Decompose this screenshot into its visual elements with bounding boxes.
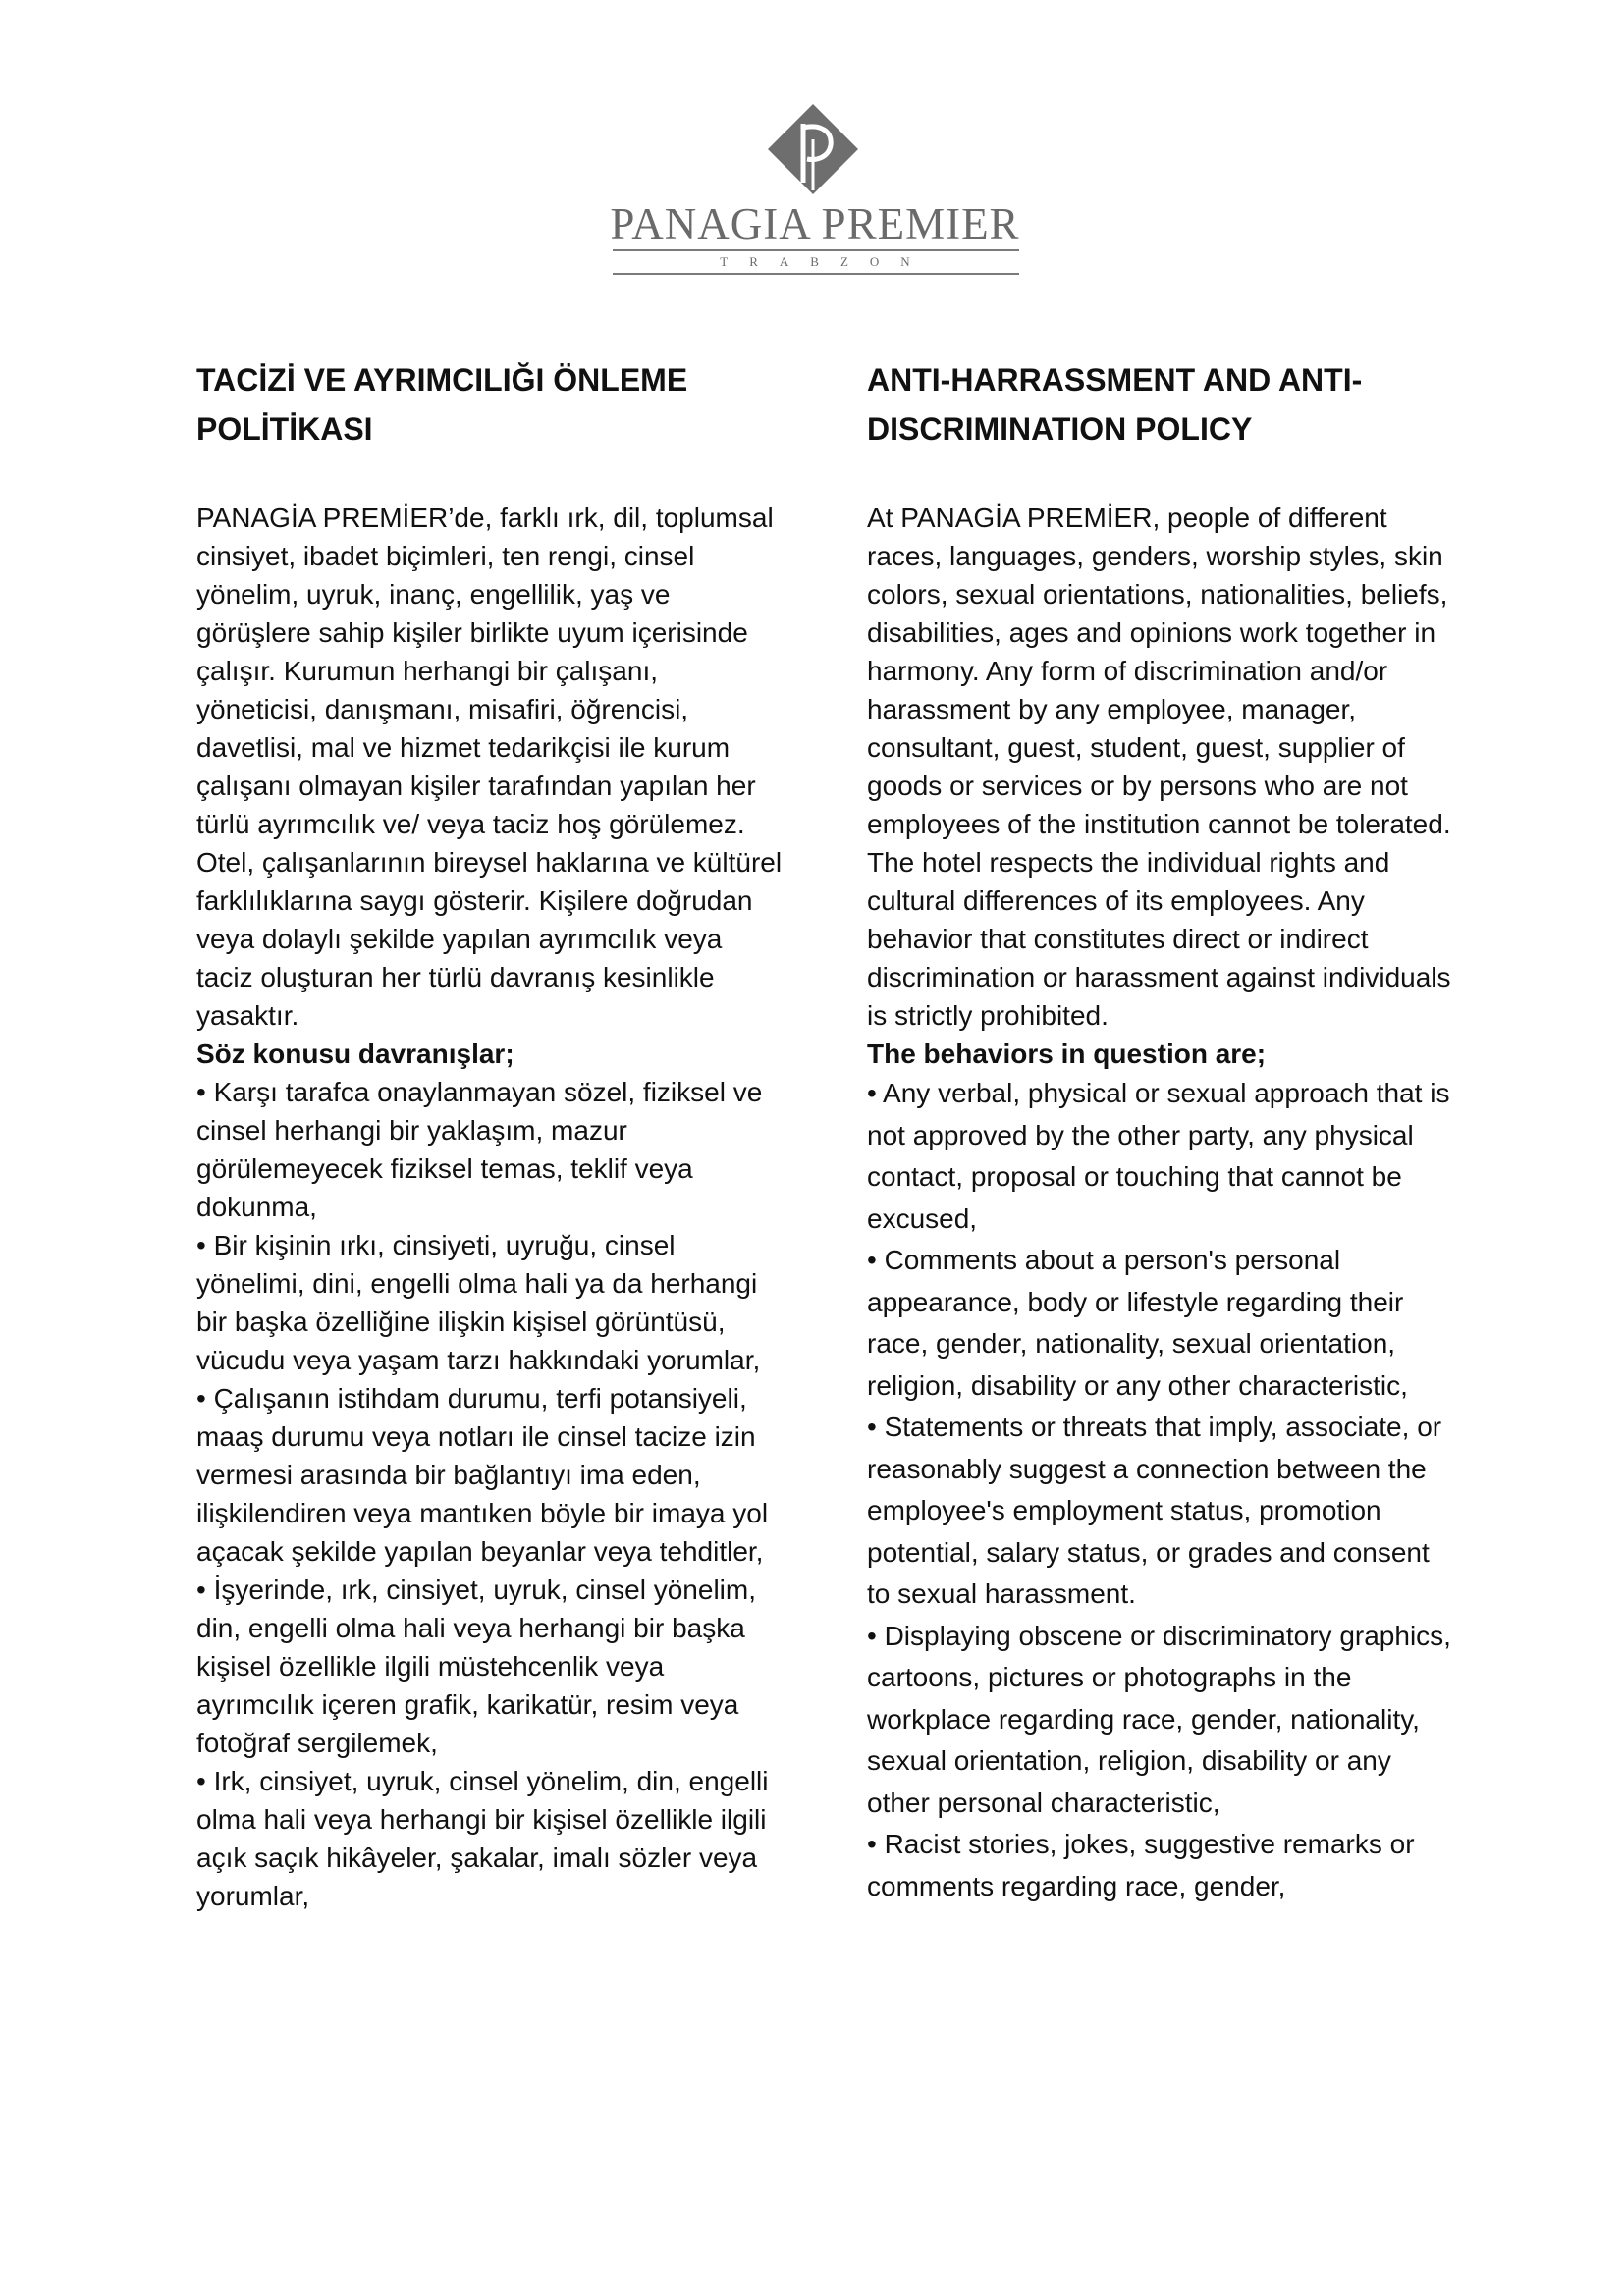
english-behavior-item: • Any verbal, physical or sexual approach that is not approved by the other party, any physical contact, proposal or touching that cannot be excused,	[867, 1078, 1450, 1234]
english-behavior-item: • Comments about a person's personal appearance, body or lifestyle regarding their race, gender, nationality, sexual orientation, religion, disability or any other characteristic,	[867, 1245, 1408, 1401]
english-policy-column	[867, 355, 1456, 1907]
logo-divider-top	[613, 249, 1019, 251]
turkish-behavior-item: • Karşı tarafca onaylanmayan sözel, fiziksel ve cinsel herhangi bir yaklaşım, mazur görülemeyecek fiziksel temas, teklif veya dokunma,	[196, 1077, 763, 1222]
english-behaviors-heading: The behaviors in question are;	[867, 1039, 1267, 1069]
turkish-behavior-item: • Çalışanın istihdam durumu, terfi potansiyeli, maaş durumu veya notları ile cinsel tacize izin vermesi arasında bir bağlantıyı ima eden, ilişkilendiren veya mantıken böyle bir imaya yol açacak şekilde yapılan beyanlar veya tehditler,	[196, 1383, 769, 1567]
logo-wordmark: PANAGIA PREMIER	[610, 199, 1020, 248]
logo-location: TRABZON	[720, 254, 932, 269]
english-behavior-item: • Displaying obscene or discriminatory graphics, cartoons, pictures or photographs in the workplace regarding race, gender, nationality, sexual orientation, religion, disability or any other personal characteristic,	[867, 1620, 1451, 1818]
hotel-logo	[589, 96, 1041, 283]
turkish-policy-intro: PANAGİA PREMİER’de, farklı ırk, dil, toplumsal cinsiyet, ibadet biçimleri, ten rengi, cinsel yönelim, uyruk, inanç, engellilik, yaş ve görüşlere sahip kişiler birlikte uyum içerisinde çalışır. Kurumun herhangi bir çalışanı, yöneticisi, danışmanı, misafiri, öğrencisi, davetlisi, mal ve hizmet tedarikçisi ile kurum çalışanı olmayan kişiler tarafından yapılan her türlü ayrımcılık ve/ veya taciz hoş görülemez. Otel, çalışanlarının bireysel haklarına ve kültürel farklılıklarına saygı gösterir. Kişilere doğrudan veya dolaylı şekilde yapılan ayrımcılık veya taciz oluşturan her türlü davranış kesinlikle yasaktır.	[196, 503, 783, 1031]
turkish-policy-title: TACİZİ VE AYRIMCILIĞI ÖNLEME POLİTİKASI	[196, 362, 688, 447]
english-policy-title: ANTI-HARRASSMENT AND ANTI-DISCRIMINATION POLICY	[867, 362, 1363, 447]
turkish-behavior-item: • Bir kişinin ırkı, cinsiyeti, uyruğu, cinsel yönelimi, dini, engelli olma hali ya da herhangi bir başka özelliğine ilişkin kişisel görüntüsü, vücudu veya yaşam tarzı hakkındaki yorumlar,	[196, 1230, 761, 1375]
logo-divider-bottom	[613, 273, 1019, 275]
english-behavior-item: • Statements or threats that imply, associate, or reasonably suggest a connection between the employee's employment status, promotion potential, salary status, or grades and consent to sexual harassment.	[867, 1412, 1442, 1609]
english-behavior-item: • Racist stories, jokes, suggestive remarks or comments regarding race, gender,	[867, 1829, 1415, 1901]
turkish-policy-column	[196, 355, 785, 1915]
english-policy-intro: At PANAGİA PREMİER, people of different races, languages, genders, worship styles, skin colors, sexual orientations, nationalities, beliefs, disabilities, ages and opinions work together in harmony. Any form of discrimination and/or harassment by any employee, manager, consultant, guest, student, guest, supplier of goods or services or by persons who are not employees of the institution cannot be tolerated. The hotel respects the individual rights and cultural differences of its employees. Any behavior that constitutes direct or indirect discrimination or harassment against individuals is strictly prohibited.	[867, 503, 1451, 1031]
turkish-behavior-item: • Irk, cinsiyet, uyruk, cinsel yönelim, din, engelli olma hali veya herhangi bir kişisel özellikle ilgili açık saçık hikâyeler, şakalar, imalı sözler veya yorumlar,	[196, 1766, 769, 1911]
panagia-premier-emblem-icon	[764, 100, 862, 198]
turkish-behavior-item: • İşyerinde, ırk, cinsiyet, uyruk, cinsel yönelim, din, engelli olma hali veya herhangi bir başka kişisel özellikle ilgili müstehcenlik veya ayrımcılık içeren grafik, karikatür, resim veya fotoğraf sergilemek,	[196, 1575, 756, 1758]
turkish-behaviors-heading: Söz konusu davranışlar;	[196, 1039, 514, 1069]
